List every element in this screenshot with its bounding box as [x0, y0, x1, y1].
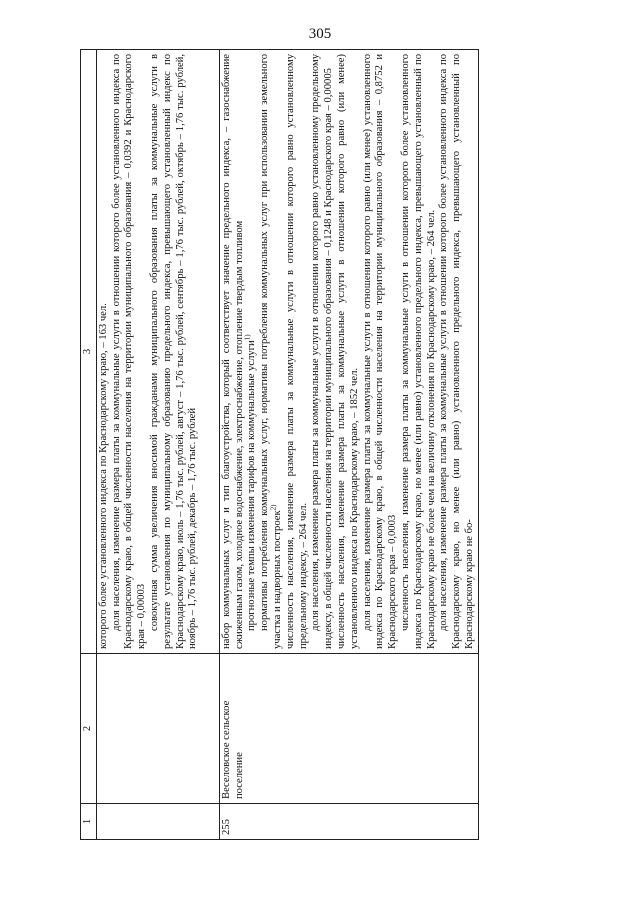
column-header: 3: [81, 50, 97, 654]
page-number: 305: [308, 26, 332, 42]
description-cell: [219, 50, 478, 654]
footnote-mark: 1): [243, 334, 252, 341]
table-row: [219, 50, 478, 840]
settlement-name-cell: Веселовское сельское поселение: [219, 654, 478, 804]
column-header: 2: [81, 654, 97, 804]
landscape-content: [80, 50, 560, 840]
description-paragraph: доля населения, изменение размера платы за коммунальные услуги в отношении которого более установленного индекса по Краснодарскому краю, но менее (или равно) установленного предельного индекса, превышающего установленный по Краснодарскому краю не бо-: [438, 54, 475, 649]
description-cell: [96, 50, 219, 654]
description-paragraph: доля населения, изменение размера платы за коммунальные услуги в отношении которого равно (или менее) установленного индекса по Краснодарскому краю, в общей численности населения на территории муниципального образования – 0,8752 и Краснодарского края – 0,0003: [361, 54, 399, 649]
row-number-cell: [96, 804, 219, 840]
table-row: [96, 50, 219, 840]
paragraph-text: прогнозные темпы изменения тарифов на коммунальные услуги: [246, 340, 258, 631]
column-header: 1: [81, 804, 97, 840]
description-paragraph: доля населения, изменение размера платы за коммунальные услуги в отношении которого равно установленному предельному индексу, в общей численности населения на территории муниципального образования – 0,1248 и Краснодарского края – 0,00005: [310, 54, 335, 649]
description-paragraph: [259, 54, 285, 649]
paragraph-text: нормативы потребления коммунальных услуг, нормативы потребления коммунальных услуг при использовании земельного участка и надворных построек: [259, 54, 283, 649]
table-header-row: [81, 50, 97, 840]
description-paragraph: набор коммунальных услуг и тип благоустройства, который соответствует значение предельного индекса, – газоснабжение сжиженным газом, холодное водоснабжение, электроснабжение, отопление твердым топливом: [220, 54, 245, 649]
description-paragraph: [243, 54, 259, 649]
description-paragraph: доля населения, изменение размера платы за коммунальные услуги в отношении которого более установленного индекса по Краснодарскому краю, в общей численности населения на территории муниципального образования – 0,0392 и Краснодарского края – 0,00003: [110, 54, 148, 649]
description-paragraph: которого более установленного индекса по Краснодарскому краю, – 163 чел.: [97, 303, 109, 649]
document-table: [80, 49, 479, 840]
description-paragraph: совокупная сумма увеличения вносимой гражданами муниципального образования платы за коммунальные услуги в результате установления по муниципальному образованию предельного индекса, превышающего установленный индекс по Краснодарскому краю, июль – 1,76 тыс. рублей, август – 1,76 тыс. рублей, сентябрь – 1,76 тыс. рублей, октябрь – 1,76 тыс. рублей, ноябрь – 1,76 тыс. рублей, декабрь – 1,76 тыс. рублей: [148, 54, 199, 649]
description-paragraph: численность населения, изменение размера платы за коммунальные услуги в отношении которого более установленного индекса по Краснодарскому краю, но менее (или равно) установленного предельного индекса, превышающего установленный по Краснодарскому краю не более чем на величину отклонения по Краснодарскому краю, – 264 чел.: [399, 54, 437, 649]
description-paragraph: численность населения, изменение размера платы за коммунальные услуги в отношении которого равно (или менее) установленного индекса по Краснодарскому краю, – 1852 чел.: [335, 54, 360, 649]
footnote-mark: 2): [269, 504, 278, 511]
rotated-table-frame: [80, 50, 560, 840]
row-number-cell: 255: [219, 804, 478, 840]
settlement-name-cell: [96, 654, 219, 804]
description-paragraph: численность населения, изменение размера платы за коммунальные услуги в отношении которого равно установленному предельному индексу, – 264 чел.: [284, 54, 309, 649]
